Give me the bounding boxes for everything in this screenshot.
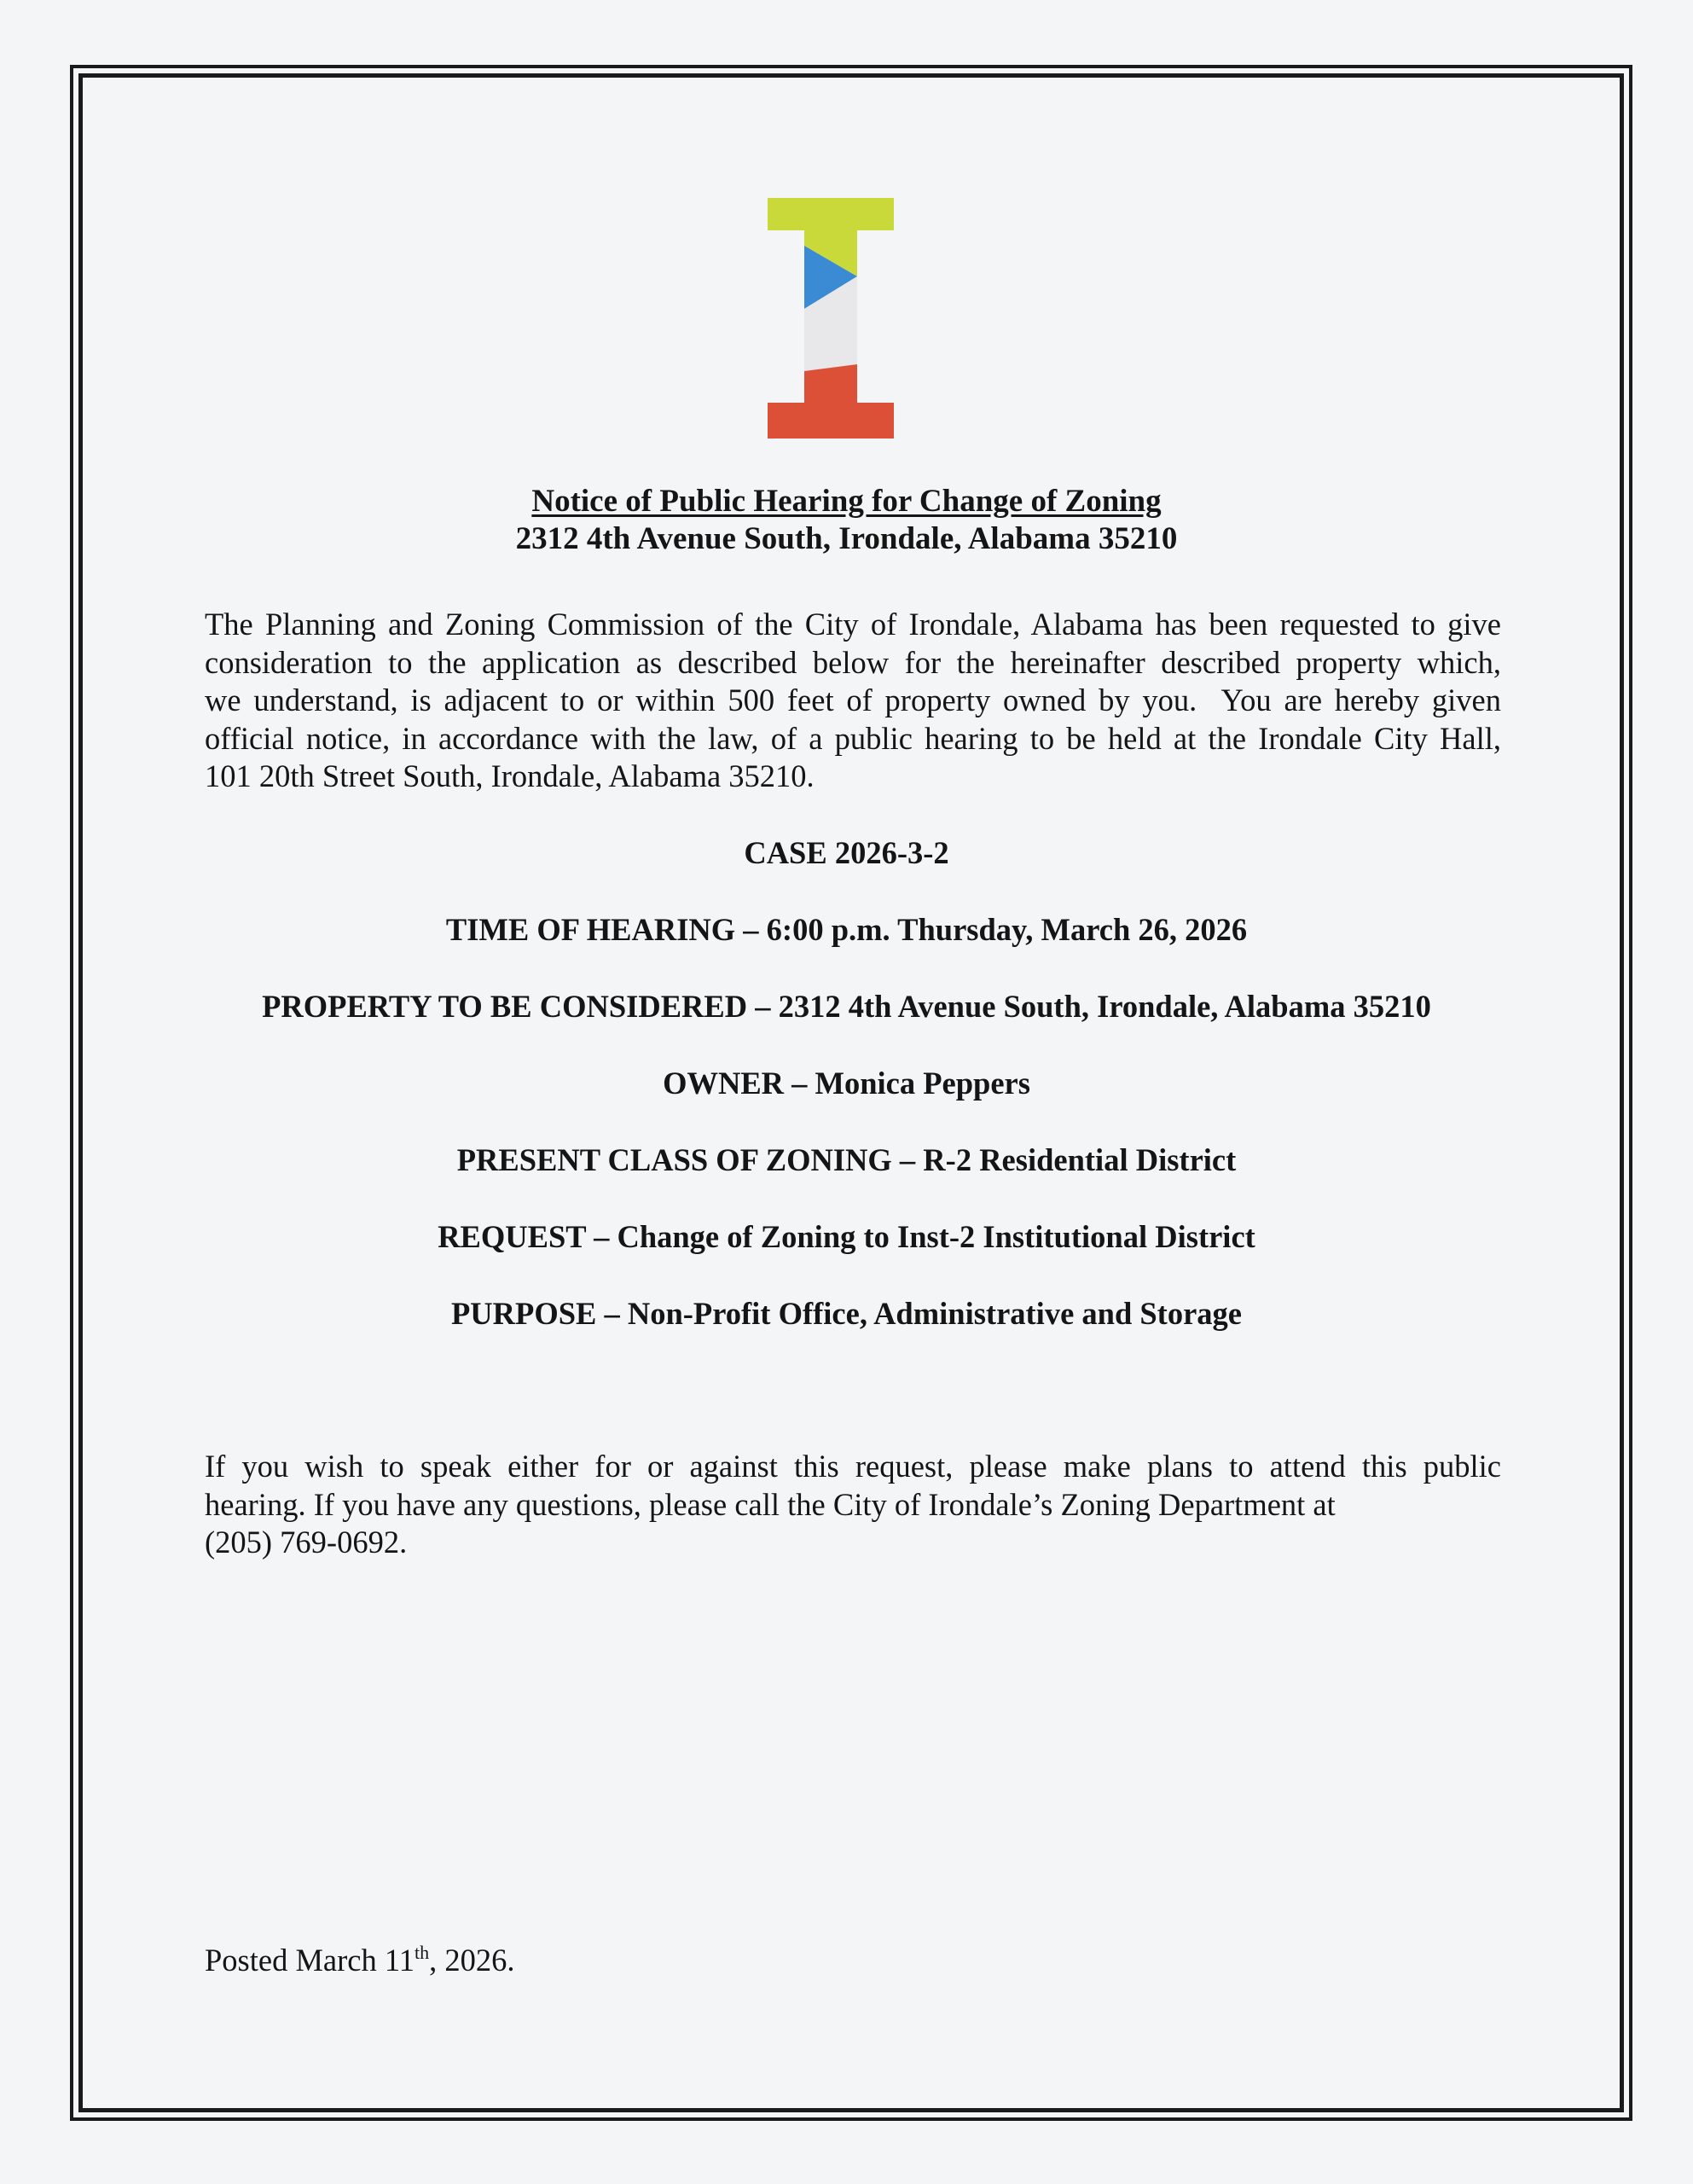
case-number: CASE 2026-3-2 — [744, 835, 949, 870]
logo-red-base — [768, 364, 894, 439]
intro-line: The Planning and Zoning Commission of the City of Irondale, Alabama has been requested to give — [205, 607, 1501, 642]
notice-title-address: 2312 4th Avenue South, Irondale, Alabama 35210 — [515, 521, 1178, 556]
intro-line: we understand, is adjacent to or within 500 feet of property owned by you. You are hereby given — [205, 682, 1501, 717]
present-zoning: PRESENT CLASS OF ZONING – R-2 Residential District — [456, 1142, 1237, 1177]
posted-date-prefix: Posted March 11 — [205, 1943, 415, 1978]
closing-paragraph — [205, 1448, 1501, 1562]
owner: OWNER – Monica Peppers — [663, 1066, 1030, 1101]
notice-title — [0, 483, 1693, 558]
closing-line: hearing. If you have any questions, please call the City of Irondale’s Zoning Department at — [205, 1486, 1336, 1522]
closing-line: (205) 769-0692. — [205, 1525, 408, 1560]
intro-paragraph — [205, 606, 1501, 796]
posted-date-ordinal: th — [415, 1942, 430, 1963]
irondale-logo — [768, 198, 894, 439]
time-of-hearing: TIME OF HEARING – 6:00 p.m. Thursday, March 26, 2026 — [445, 912, 1248, 947]
notice-title-heading: Notice of Public Hearing for Change of Zoning — [531, 484, 1162, 519]
posted-date-suffix: , 2026. — [429, 1943, 515, 1978]
closing-line: If you wish to speak either for or against this request, please make plans to attend this public — [205, 1449, 1501, 1484]
intro-line: official notice, in accordance with the law, of a public hearing to be held at the Irondale City Hall, — [205, 720, 1501, 756]
zoning-request: REQUEST – Change of Zoning to Inst-2 Institutional District — [438, 1219, 1255, 1254]
property-considered: PROPERTY TO BE CONSIDERED – 2312 4th Avenue South, Irondale, Alabama 35210 — [262, 989, 1431, 1024]
intro-line: 101 20th Street South, Irondale, Alabama 35210. — [205, 758, 815, 793]
posted-date — [205, 1942, 515, 1979]
intro-line: consideration to the application as described below for the hereinafter described property which, — [205, 644, 1501, 680]
zoning-purpose: PURPOSE – Non-Profit Office, Administrative and Storage — [451, 1296, 1242, 1331]
